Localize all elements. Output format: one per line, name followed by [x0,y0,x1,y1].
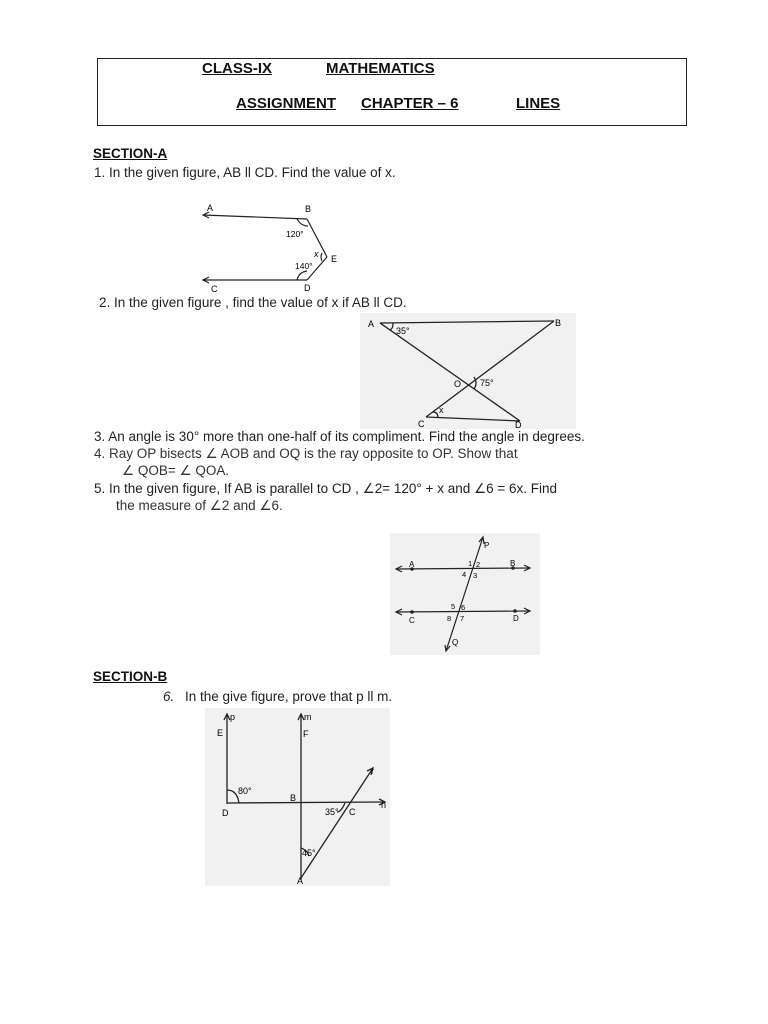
fig1-label-c: C [211,284,218,293]
fig5-label-c: C [409,616,415,625]
section-b-title: SECTION-B [93,669,168,684]
topic-label: LINES [516,95,561,112]
fig2-angle-a: 35° [396,326,410,336]
fig2-label-o: O [454,379,462,389]
fig6-angle-a: 45° [302,848,316,858]
fig1-angle-d: 140° [295,261,313,271]
question-2: 2. In the given figure , find the value of x if AB ll CD. [99,295,407,310]
figure-q1 [195,200,350,293]
fig1-label-b: B [305,204,312,214]
chapter-label: CHAPTER – 6 [361,95,459,112]
assignment-label: ASSIGNMENT [236,95,337,112]
question-3: 3. An angle is 30° more than one-half of its compliment. Find the angle in degrees. [94,429,585,444]
figure-q6 [205,708,390,886]
fig1-label-a: A [207,203,214,213]
fig6-label-n: n [381,800,387,810]
figure-q5 [390,533,540,655]
fig5-label-d: D [513,614,519,623]
question-1: 1. In the given figure, AB ll CD. Find the value of x. [94,165,396,180]
class-label: CLASS-IX [202,60,273,77]
fig5-angle-5: 5 [451,602,456,611]
section-a-title: SECTION-A [93,146,168,161]
fig6-label-p: p [230,712,236,722]
fig5-label-q: Q [452,638,459,647]
fig2-label-d: D [515,420,522,429]
fig6-label-d: D [222,808,229,818]
fig2-label-a: A [368,319,375,329]
question-5-line-1: 5. In the given figure, If AB is parallel to CD , ∠2= 120° + x and ∠6 = 6x. Find [94,481,557,496]
question-6: In the give figure, prove that p ll m. [185,689,393,704]
fig5-angle-6: 6 [461,603,466,612]
fig5-angle-1: 1 [468,559,473,568]
subject-label: MATHEMATICS [326,60,435,77]
fig6-label-f: F [303,729,309,739]
fig5-label-a: A [409,560,415,569]
fig2-angle-o: 75° [480,378,494,388]
fig2-label-c: C [418,419,425,429]
fig6-label-r: r [371,766,374,776]
fig6-label-m: m [304,712,312,722]
fig1-angle-b: 120° [286,229,304,239]
question-4-line-1: 4. Ray OP bisects ∠ AOB and OQ is the ray opposite to OP. Show that [94,446,518,461]
fig5-angle-8: 8 [447,614,452,623]
figure-q2 [360,313,576,429]
fig5-angle-2: 2 [476,560,481,569]
fig1-label-x: x [314,249,319,259]
fig5-angle-7: 7 [460,614,465,623]
fig2-label-x: x [439,405,444,415]
fig2-label-b: B [555,318,562,328]
question-4-line-2: ∠ QOB= ∠ QOA. [122,463,230,478]
question-6-number: 6. [163,689,175,704]
fig5-angle-3: 3 [473,571,478,580]
fig1-label-e: E [331,254,338,264]
fig6-angle-c: 35° [325,807,339,817]
fig5-angle-4: 4 [462,570,467,579]
question-5-line-2: the measure of ∠2 and ∠6. [116,498,283,513]
fig1-label-d: D [304,283,311,293]
fig6-label-a: A [297,876,304,886]
fig6-label-e: E [217,728,224,738]
fig5-label-b: B [510,559,516,568]
fig6-angle-d: 80° [238,786,252,796]
fig6-label-c: C [349,807,356,817]
fig5-label-p: P [484,541,490,550]
fig6-label-b: B [290,793,297,803]
